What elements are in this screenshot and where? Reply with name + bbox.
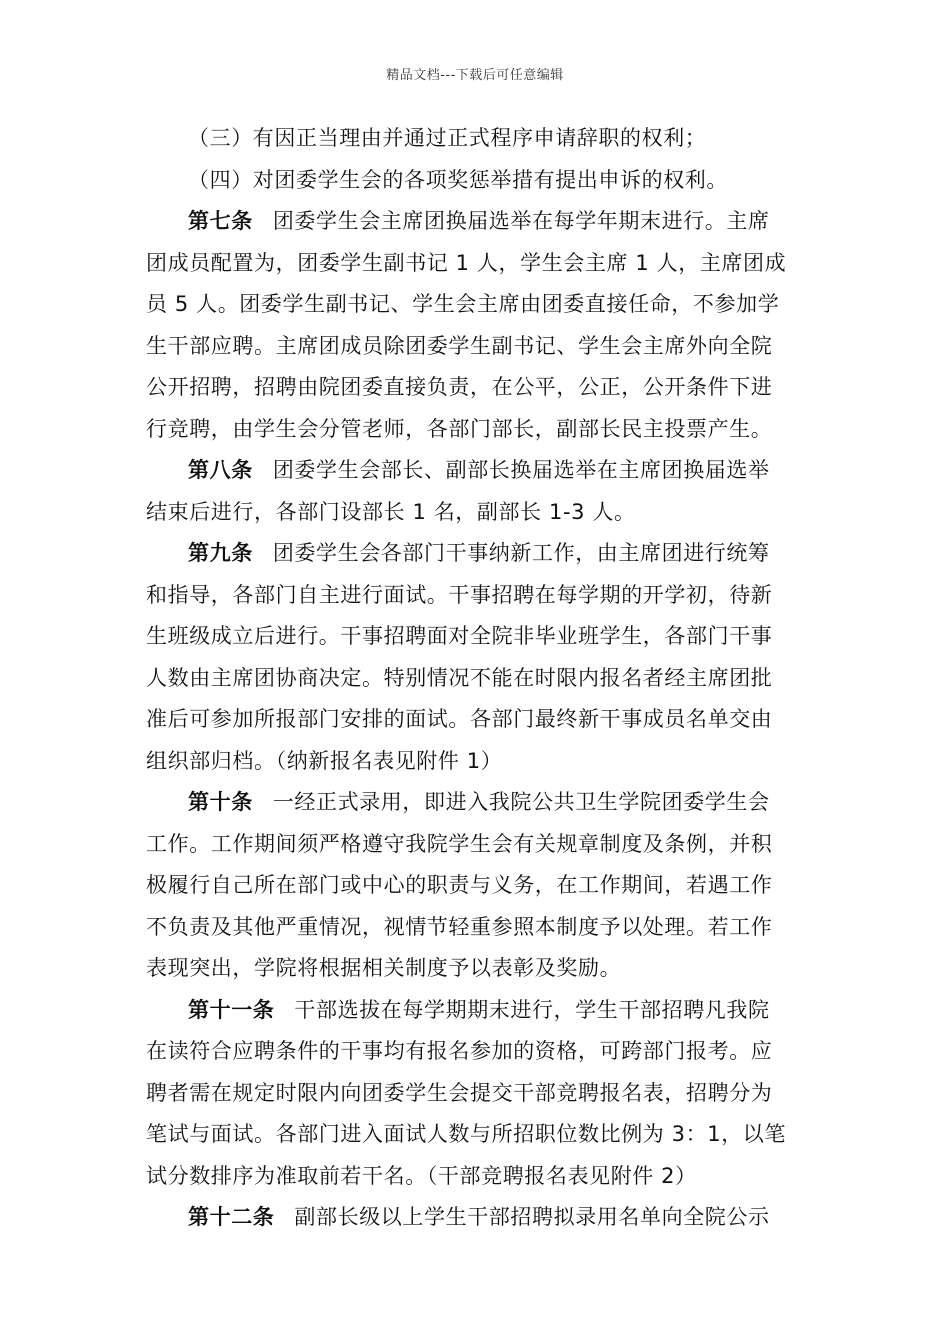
article-7-text: 团委学生会主席团换届选举在每学年期末进行。主席 bbox=[272, 209, 770, 233]
article-8-first-line bbox=[146, 450, 798, 492]
article-9-text: 团委学生会各部门干事纳新工作，由主席团进行统筹 bbox=[272, 541, 770, 565]
article-9-line: 组织部归档。（纳新报名表见附件 1） bbox=[146, 748, 503, 773]
article-7-line: 生干部应聘。主席团成员除团委学生副书记、学生会主席外向全院 bbox=[146, 333, 773, 358]
article-9-line: 和指导，各部门自主进行面试。干事招聘在每学期的开学初，待新 bbox=[146, 582, 773, 607]
article-12-text: 副部长级以上学生干部招聘拟录用名单向全院公示 bbox=[294, 1205, 770, 1229]
article-11-line: 笔试与面试。各部门进入面试人数与所招职位数比例为 3：1，以笔 bbox=[146, 1122, 786, 1146]
article-10-number: 第十条 bbox=[188, 790, 253, 814]
article-7-line: 公开招聘，招聘由院团委直接负责，在公平，公正，公开条件下进 bbox=[146, 375, 773, 399]
article-12-first-line bbox=[146, 1197, 798, 1239]
article-11-line: 聘者需在规定时限内向团委学生会提交干部竞聘报名表，招聘分为 bbox=[146, 1080, 773, 1105]
document-body bbox=[146, 118, 798, 1239]
article-10-line: 工作。工作期间须严格遵守我院学生会有关规章制度及条例，并积 bbox=[146, 831, 773, 856]
page-header: 精品文档---下载后可任意编辑 bbox=[386, 68, 564, 83]
article-12-number: 第十二条 bbox=[188, 1205, 275, 1229]
article-9-number: 第九条 bbox=[188, 541, 253, 565]
article-11-line: 在读符合应聘条件的干事均有报名参加的资格，可跨部门报考。应 bbox=[146, 1039, 773, 1063]
article-7-line: 行竞聘，由学生会分管老师，各部门部长，副部长民主投票产生。 bbox=[146, 416, 773, 441]
article-8-line: 结束后进行，各部门设部长 1 名，副部长 1-3 人。 bbox=[146, 499, 636, 524]
item-3: （三）有因正当理由并通过正式程序申请辞职的权利； bbox=[188, 126, 707, 150]
article-11-text: 干部选拔在每学期期末进行，学生干部招聘凡我院 bbox=[294, 997, 770, 1022]
article-11-line: 试分数排序为准取前若干名。（干部竞聘报名表见附件 2） bbox=[146, 1163, 697, 1188]
article-7-line: 员 5 人。团委学生副书记、学生会主席由团委直接任命，不参加学 bbox=[146, 292, 780, 316]
article-11-number: 第十一条 bbox=[188, 997, 275, 1022]
article-9-line: 人数由主席团协商决定。特别情况不能在时限内报名者经主席团批 bbox=[146, 665, 773, 690]
article-8-text: 团委学生会部长、副部长换届选举在主席团换届选举 bbox=[272, 458, 770, 482]
article-7-line: 团成员配置为，团委学生副书记 1 人，学生会主席 1 人，主席团成 bbox=[146, 250, 787, 275]
article-7-first-line bbox=[146, 201, 798, 243]
article-9-first-line bbox=[146, 533, 798, 575]
article-10-text: 一经正式录用，即进入我院公共卫生学院团委学生会 bbox=[272, 790, 770, 814]
article-11-first-line bbox=[146, 990, 798, 1032]
article-10-line: 极履行自己所在部门或中心的职责与义务，在工作期间，若遇工作 bbox=[146, 873, 773, 897]
article-9-line: 准后可参加所报部门安排的面试。各部门最终新干事成员名单交由 bbox=[146, 707, 773, 731]
article-10-first-line bbox=[146, 782, 798, 824]
article-9-line: 生班级成立后进行。干事招聘面对全院非毕业班学生，各部门干事 bbox=[146, 624, 773, 648]
article-7-number: 第七条 bbox=[188, 209, 253, 233]
article-8-number: 第八条 bbox=[188, 458, 253, 482]
item-4: （四）对团委学生会的各项奖惩举措有提出申诉的权利。 bbox=[188, 167, 728, 192]
article-10-line: 不负责及其他严重情况，视情节轻重参照本制度予以处理。若工作 bbox=[146, 914, 773, 939]
article-10-line: 表现突出，学院将根据相关制度予以表彰及奖励。 bbox=[146, 956, 622, 980]
